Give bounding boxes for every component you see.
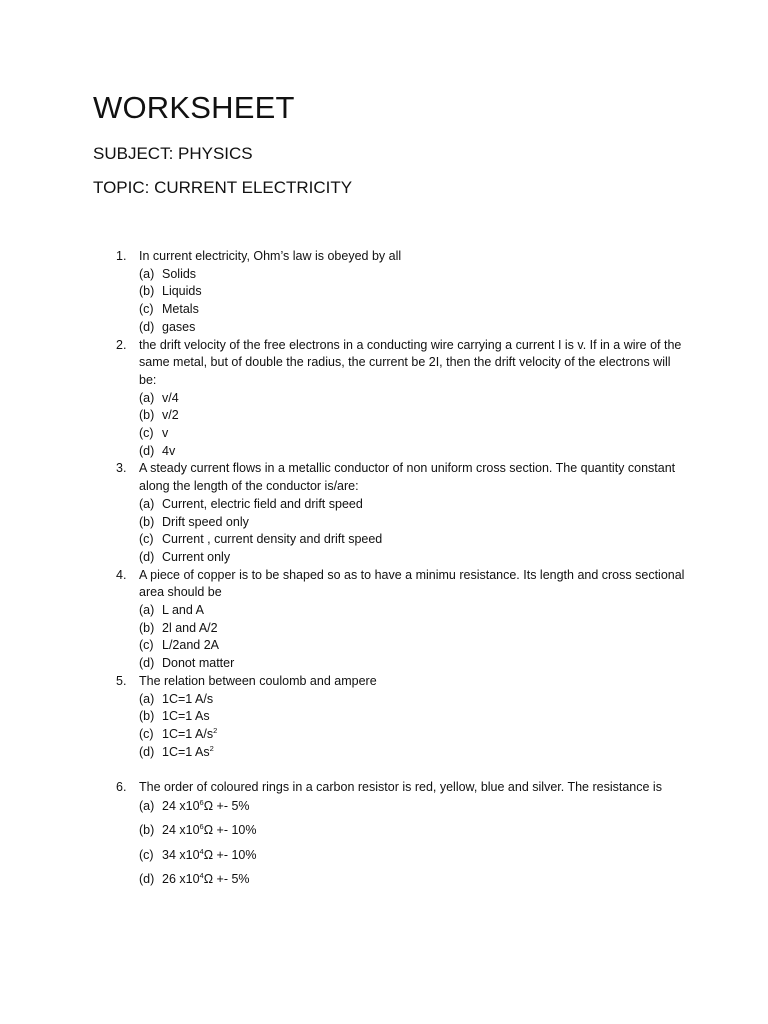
option-text: L/2and 2A [162, 638, 219, 653]
option-text: 24 $x10^6\Omega +- 5\%$ [162, 797, 250, 813]
option-text: 4v [162, 443, 176, 458]
option-d [139, 443, 686, 461]
option-superscript: 4 [199, 871, 204, 881]
question-text: In current electricity, Ohm’s law is obeyed by all [139, 249, 402, 263]
option-a [139, 496, 686, 514]
option-text: 1C=1 As$^2$ [162, 743, 214, 759]
option-label: (d) [139, 549, 155, 564]
option-label: (c) [139, 847, 154, 862]
question-list [116, 248, 686, 892]
option-text: v/2 [162, 408, 179, 423]
option-a [139, 794, 686, 819]
option-d [139, 549, 686, 567]
option-superscript: 2 [209, 743, 214, 753]
option-label: (d) [139, 656, 155, 671]
option-label: (a) [139, 266, 155, 281]
question-text: The relation between coulomb and ampere [139, 673, 377, 688]
option-b [139, 708, 686, 726]
option-label: (a) [139, 798, 155, 813]
option-d [139, 655, 686, 673]
question-1 [116, 248, 686, 337]
option-text: v [162, 426, 169, 441]
option-c [139, 301, 686, 319]
option-b [139, 407, 686, 425]
question-6 [116, 779, 686, 892]
option-text: 2l and A/2 [162, 620, 218, 635]
option-d [139, 319, 686, 337]
option-label: (d) [139, 443, 155, 458]
option-text: v/4 [162, 390, 179, 405]
question-2 [116, 337, 686, 461]
option-label: (a) [139, 390, 155, 405]
question-number: 2. [116, 337, 127, 352]
option-c [139, 425, 686, 443]
option-b [139, 818, 686, 843]
option-superscript: 6 [199, 797, 204, 807]
option-text: L and A [162, 603, 204, 618]
option-label: (c) [139, 726, 154, 741]
option-a [139, 691, 686, 709]
option-d [139, 744, 686, 762]
question-text: A steady current flows in a metallic conductor of non uniform cross section. The quantity constant along the length of the conductor is/are: [139, 461, 676, 494]
option-text: Current , current density and drift speed [162, 532, 383, 547]
option-text: 1C=1 A/s [162, 691, 214, 706]
topic-heading: TOPIC: CURRENT ELECTRICITY [93, 178, 353, 197]
option-b [139, 514, 686, 532]
option-superscript: 4 [199, 846, 204, 856]
option-c [139, 637, 686, 655]
option-label: (c) [139, 638, 154, 653]
option-label: (c) [139, 302, 154, 317]
option-c [139, 726, 686, 744]
page-title: WORKSHEET [93, 90, 295, 125]
question-5 [116, 673, 686, 762]
question-number: 5. [116, 673, 127, 688]
option-label: (b) [139, 514, 155, 529]
option-text: 24 $x10^6\Omega +- 10\%$ [162, 822, 257, 838]
option-text: Liquids [162, 284, 202, 299]
option-superscript: 2 [213, 725, 218, 735]
option-a [139, 390, 686, 408]
option-label: (a) [139, 496, 155, 511]
subject-heading: SUBJECT: PHYSICS [93, 144, 253, 163]
option-superscript: 6 [199, 822, 204, 832]
option-label: (b) [139, 284, 155, 299]
option-text: Metals [162, 302, 199, 317]
question-number: 1. [116, 249, 127, 263]
option-label: (b) [139, 620, 155, 635]
option-label: (c) [139, 532, 154, 547]
option-b [139, 283, 686, 301]
option-text: 1C=1 $A/s^2$ [162, 725, 218, 741]
option-text: gases [162, 319, 196, 334]
option-text: Donot matter [162, 656, 235, 671]
question-3 [116, 460, 686, 566]
option-text: Drift speed only [162, 514, 249, 529]
question-number: 4. [116, 567, 127, 582]
question-number: 3. [116, 461, 127, 476]
option-label: (d) [139, 872, 155, 887]
option-label: (b) [139, 709, 155, 724]
option-text: Current, electric field and drift speed [162, 496, 363, 511]
option-label: (d) [139, 319, 155, 334]
option-a [139, 602, 686, 620]
option-text: Solids [162, 266, 197, 281]
option-label: (d) [139, 744, 155, 759]
option-c [139, 531, 686, 549]
option-label: (b) [139, 823, 155, 838]
option-d [139, 867, 686, 892]
question-text: A piece of copper is to be shaped so as to have a minimu resistance. Its length and cross sectional area should be [139, 567, 685, 600]
option-text: 34 $x10^4\Omega +- 10\%$ [162, 846, 257, 862]
option-c [139, 843, 686, 868]
option-label: (b) [139, 408, 155, 423]
option-text: 26 $x10^4\Omega +- 5\%$ [162, 871, 250, 887]
question-4 [116, 567, 686, 673]
option-b [139, 620, 686, 638]
option-label: (c) [139, 426, 154, 441]
option-label: (a) [139, 691, 155, 706]
question-text: The order of coloured rings in a carbon resistor is red, yellow, blue and silver. The resistance is [139, 779, 662, 794]
question-text: the drift velocity of the free electrons in a conducting wire carrying a current I is v. If in a wire of the same metal, but of double the radius, the current be 2I, then the drift velocity of the electrons will be: [139, 337, 682, 387]
question-number: 6. [116, 779, 127, 794]
option-a [139, 266, 686, 284]
option-label: (a) [139, 603, 155, 618]
option-text: Current only [162, 549, 231, 564]
option-text: 1C=1 As [162, 709, 210, 724]
